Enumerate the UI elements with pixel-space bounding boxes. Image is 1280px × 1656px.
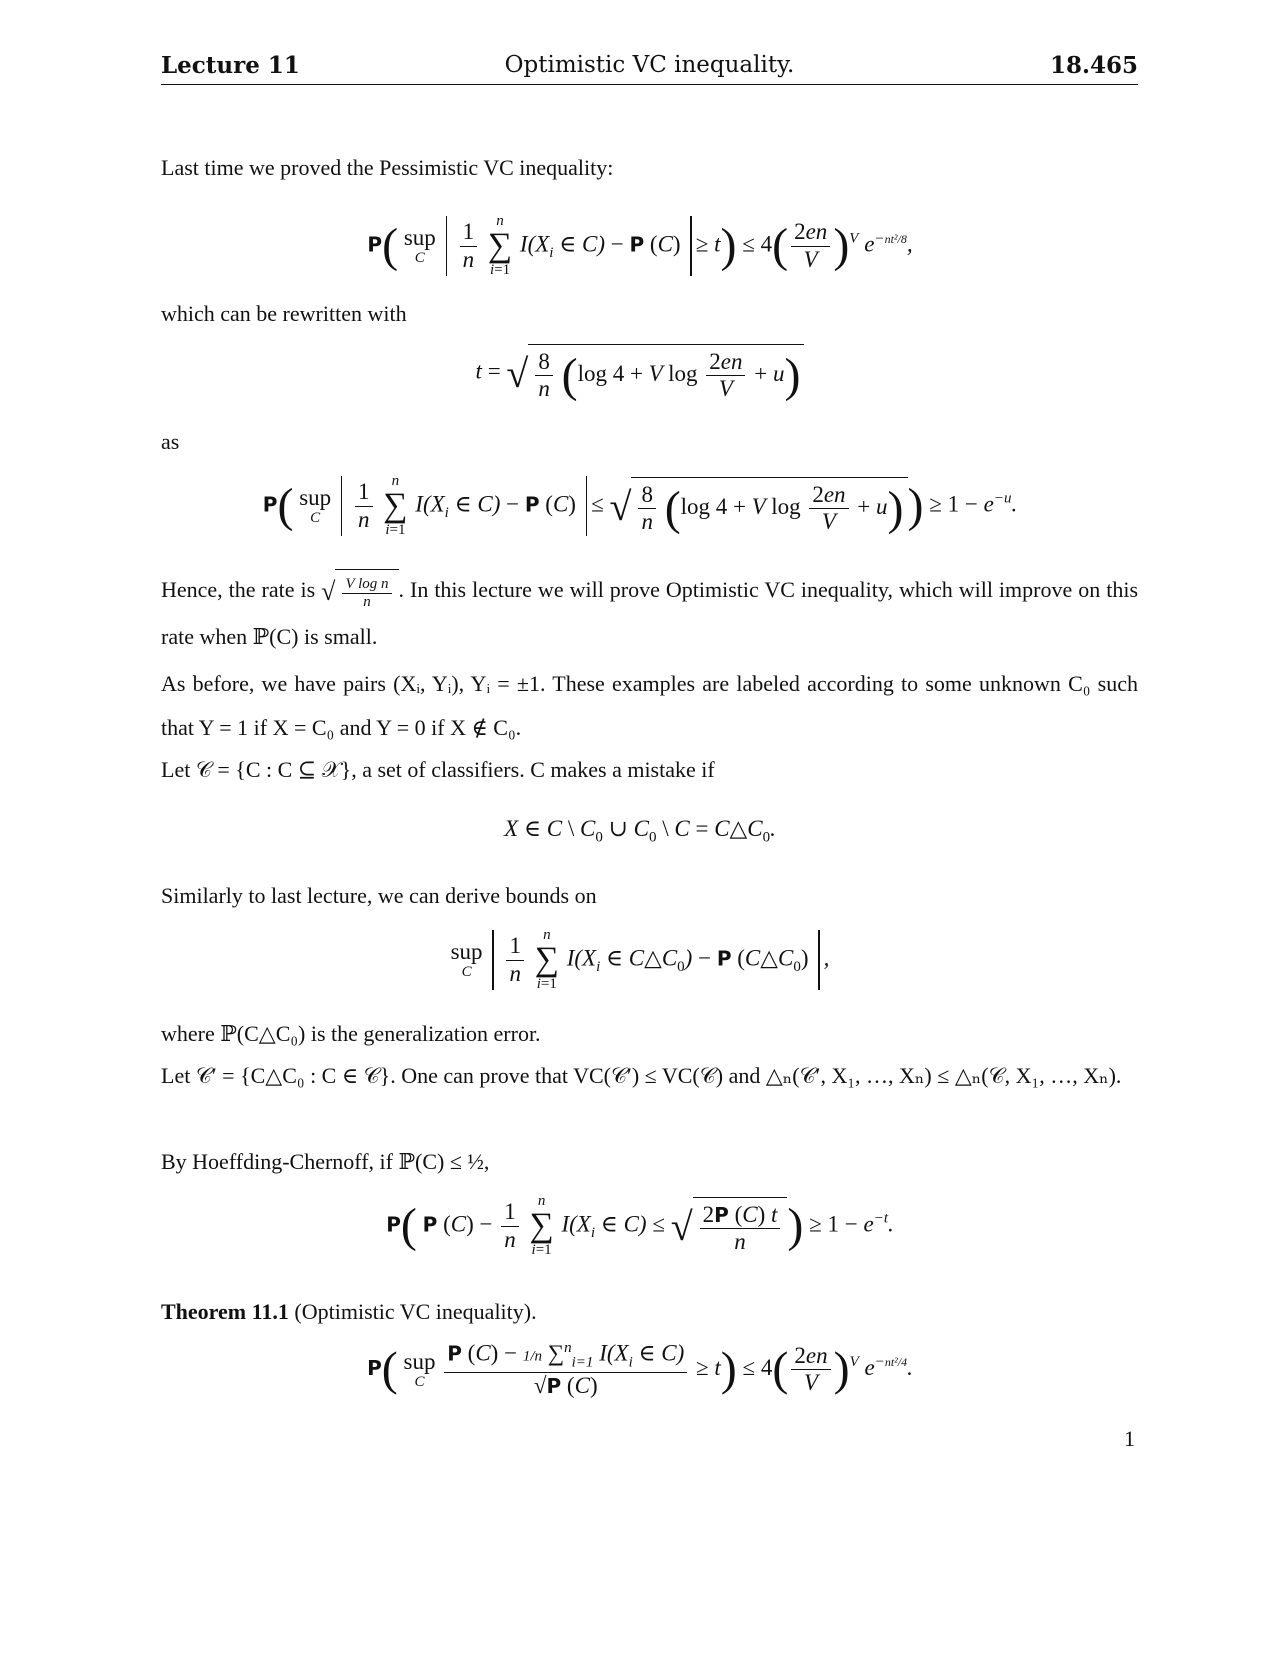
equation-mistake-set: X ∈ C \ $C_0$ ∪ $C_0$ \ $C = C\triangle C_0$. xyxy=(504,816,776,846)
header-course: 18.465 xyxy=(1049,52,1138,79)
equation-t-definition: t = √ $\frac{8}{n}$ (log 4 + V log $\frac{2en}{V}$ + u) xyxy=(0,344,1280,403)
paragraph-intro: Last time we proved the Pessimistic VC inequality: xyxy=(161,155,614,180)
rate-text-start: Hence, the rate is xyxy=(161,577,316,602)
theorem-heading xyxy=(161,1290,1138,1334)
theorem-title: (Optimistic VC inequality). xyxy=(294,1299,537,1324)
equation-hoeffding-chernoff: P( P (C) − $\frac{1}{n}$ n ∑ i=1 $I(X_i$ ∈ C) ≤ √ $\frac{2P (C) t}{n}$ ) ≥ $1 - e^{-t}$. xyxy=(386,1193,894,1258)
equation-pessimistic-vc: P( sup C $\frac{1}{n}$ n ∑ i=1 $I(X_i$ ∈ C) − P (C) ≥ t) ≤ 4( $\frac{2en}{V}$ )$^V$ $e^{-nt^2/8}$, xyxy=(367,213,913,278)
paragraph-pairs: As before, we have pairs (Xᵢ, Yᵢ), Yᵢ = ±1. These examples are labeled according to some unknown C₀ such that Y = 1 if X = C₀ and Y = 0 if X ∉ C₀. xyxy=(161,671,1138,740)
page-header xyxy=(161,50,1138,85)
paragraph-vc-dimension: Let 𝒞′ = {C△C₀ : C ∈ 𝒞}. One can prove that VC(𝒞′) ≤ VC(𝒞) and △ₙ(𝒞′, X₁, …, Xₙ) ≤ △ₙ(𝒞, X₁, …, Xₙ). xyxy=(161,1063,1122,1088)
rate-text-end: . In this lecture we will prove Optimistic VC inequality, which will improve on this rate when ℙ(C) is small. xyxy=(161,577,1138,649)
theorem-label: Theorem 11.1 xyxy=(161,1299,289,1324)
equation-optimistic-vc: P( sup C $\frac{P (C) - 1/n \sum^n_{i=1} I(X_i \in C)}{√P (C)}$ ≥ t) ≤ 4( $\frac{2en}{V}$ )$^V$ $e^{-nt^2/4}$. xyxy=(367,1340,913,1398)
paragraph-generalization-error: where ℙ(C△C₀) is the generalization error. xyxy=(161,1021,541,1046)
paragraph-hoeffding: By Hoeffding-Chernoff, if ℙ(C) ≤ ½, xyxy=(161,1149,490,1174)
paragraph-rate xyxy=(161,568,1138,659)
equation-pessimistic-confidence: P( sup C $\frac{1}{n}$ n ∑ i=1 $I(X_i$ ∈ C) − P (C) ≤ √ $\frac{8}{n}$ (log 4 + V log $\frac{2en}{V}$ + $u)) \ge 1 - e^{-u}$. xyxy=(262,473,1018,538)
paragraph-classifiers: Let 𝒞 = {C : C ⊆ 𝒳}, a set of classifiers. C makes a mistake if xyxy=(161,757,715,782)
paragraph-as: as xyxy=(161,429,180,454)
equation-sup-symmetric-difference: sup C $\frac{1}{n}$ n ∑ i=1 $I(X_i$ ∈ $C\triangle C_0) - P$ $(C\triangle C_0)$ , xyxy=(450,927,830,992)
paragraph-similarly: Similarly to last lecture, we can derive bounds on xyxy=(161,883,597,908)
header-lecture: Lecture 11 xyxy=(161,52,300,79)
page-number: 1 xyxy=(1124,1426,1135,1451)
rate-sqrt: √ $\frac{\text{V log n}}{n}$ xyxy=(321,569,398,615)
header-title: Optimistic VC inequality. xyxy=(504,52,795,78)
paragraph-rewritten: which can be rewritten with xyxy=(161,301,407,326)
